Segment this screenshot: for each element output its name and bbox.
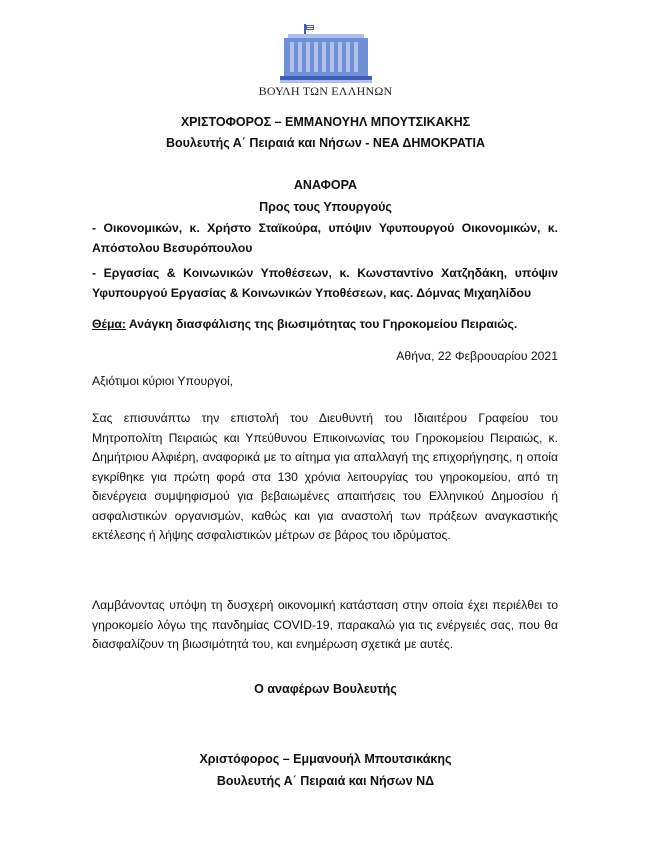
recipients-heading: Προς τους Υπουργούς <box>259 200 392 214</box>
subject-text: Ανάγκη διασφάλισης της βιωσιμότητας του Γηροκομείου Πειραιώς. <box>126 317 518 331</box>
parliament-logo <box>280 24 372 84</box>
salutation: Αξιότιμοι κύριοι Υπουργοί, <box>92 374 234 388</box>
parliament-name: ΒΟΥΛΗ ΤΩΝ ΕΛΛΗΝΩΝ <box>258 84 393 98</box>
subject-line <box>92 315 558 335</box>
parliament-building-icon <box>280 24 372 84</box>
author-role: Βουλευτής Α΄ Πειραιά και Νήσων - ΝΕΑ ΔΗΜΟΚΡΑΤΙΑ <box>165 136 486 150</box>
body-paragraph: Λαμβάνοντας υπόψη τη δυσχερή οικονομική κατάσταση στην οποία έχει περιέλθει το γηροκομείο λόγω της πανδημίας COVID-19, παρακαλώ για τις ενέργειές σας, που θα διασφαλίζουν τη βιωσιμότητά του, και ενημέρωση σχετικά με αυτές. <box>92 598 558 651</box>
document-date: Αθήνα, 22 Φεβρουαρίου 2021 <box>396 349 558 363</box>
recipient-finance: - Οικονομικών, κ. Χρήστο Σταϊκούρα, υπόψιν Υφυπουργού Οικονομικών, κ. Απόστολου Βεσυρόπουλου <box>92 221 558 255</box>
body-paragraph: Σας επισυνάπτω την επιστολή του Διευθυντή του Ιδιαιτέρου Γραφείου του Μητροπολίτη Πειραιώς και Υπεύθυνου Επικοινωνίας του Γηροκομείου Πειραιώς, κ. Δημήτριου Αλφιέρη, αναφορικά με το αίτημα για απαλλαγή της επιχορήγησης, η οποία εγκρίθηκε για πρώτη φορά στα 130 χρόνια λειτουργίας του γηροκομείου, από τη διενέργεια συμψηφισμού για βεβαιωμένες απαιτήσεις του Ελληνικού Δημοσίου ή ασφαλιστικών οργανισμών, καθώς και για αναστολή των πράξεων αναγκαστικής εκτέλεσης ή λήψης ασφαλιστικών μέτρων σε βάρος του ιδρύματος. <box>92 411 558 542</box>
recipient-labour: - Εργασίας & Κοινωνικών Υποθέσεων, κ. Κωνσταντίνο Χατζηδάκη, υπόψιν Υφυπουργού Εργασίας & Κοινωνικών Υποθέσεων, κας. Δόμνας Μιχαηλίδου <box>92 266 558 300</box>
signature-role: Βουλευτής Α΄ Πειραιά και Νήσων ΝΔ <box>216 774 435 788</box>
subject-label: Θέμα: <box>92 317 126 331</box>
document-type: ΑΝΑΦΟΡΑ <box>293 178 358 192</box>
author-name: ΧΡΙΣΤΟΦΟΡΟΣ – ΕΜΜΑΝΟΥΗΛ ΜΠΟΥΤΣΙΚΑΚΗΣ <box>180 115 471 129</box>
closing-line: Ο αναφέρων Βουλευτής <box>254 682 397 696</box>
signature-name: Χριστόφορος – Εμμανουήλ Μπουτσικάκης <box>199 752 452 766</box>
